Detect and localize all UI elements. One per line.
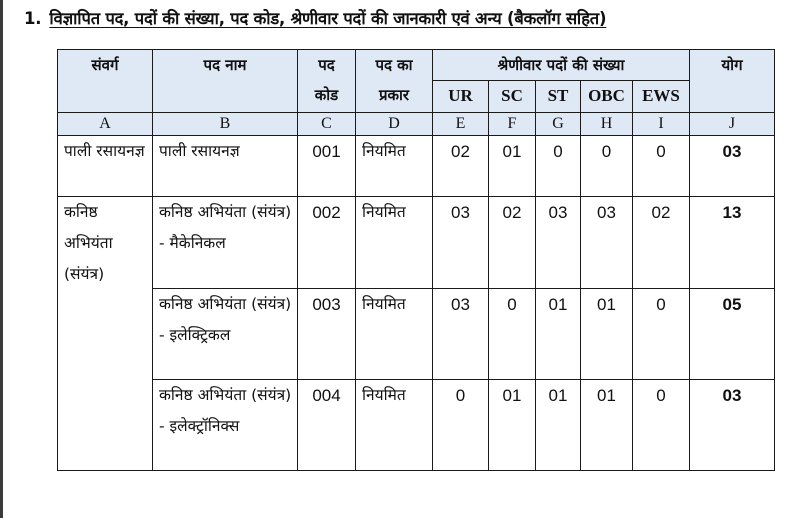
st-cell: 0 (536, 136, 581, 197)
obc-cell: 01 (581, 289, 633, 380)
header-sc: SC (489, 81, 536, 113)
ur-cell: 03 (433, 289, 489, 380)
letter-b: B (153, 113, 298, 136)
sc-cell: 01 (489, 380, 536, 471)
total-cell: 03 (690, 136, 775, 197)
table-row (58, 136, 775, 197)
column-letter-row (58, 113, 775, 136)
letter-d: D (356, 113, 433, 136)
ur-cell: 02 (433, 136, 489, 197)
table-row (58, 197, 775, 289)
header-post-name: पद नाम (153, 50, 298, 113)
letter-c: C (298, 113, 356, 136)
cadre-cell: कनिष्ठ अभियंता (संयंत्र) (58, 197, 153, 471)
letter-i: I (633, 113, 690, 136)
post-type-cell: नियमित (356, 289, 433, 380)
st-cell: 03 (536, 197, 581, 289)
st-cell: 01 (536, 380, 581, 471)
sc-cell: 02 (489, 197, 536, 289)
header-post-type-line2: प्रकार (378, 86, 410, 104)
header-post-type (356, 50, 433, 113)
section-title-text: विज्ञापित पद, पदों की संख्या, पद कोड, श्रेणीवार पदों की जानकारी एवं अन्य (बैकलॉग सहित) (49, 9, 607, 28)
obc-cell: 01 (581, 380, 633, 471)
letter-f: F (489, 113, 536, 136)
ews-cell: 0 (633, 380, 690, 471)
total-cell: 03 (690, 380, 775, 471)
table-row (58, 380, 775, 471)
header-post-code-line1: पद (318, 56, 335, 74)
post-name-cell: पाली रसायनज्ञ (153, 136, 298, 197)
post-code-cell: 002 (298, 197, 356, 289)
post-name-cell: कनिष्ठ अभियंता (संयंत्र) - इलेक्ट्रॉनिक्स (153, 380, 298, 471)
header-obc: OBC (581, 81, 633, 113)
ur-cell: 03 (433, 197, 489, 289)
ews-cell: 0 (633, 289, 690, 380)
post-name-cell: कनिष्ठ अभियंता (संयंत्र) - इलेक्ट्रिकल (153, 289, 298, 380)
table-row (58, 289, 775, 380)
header-ews: EWS (633, 81, 690, 113)
total-cell: 13 (690, 197, 775, 289)
header-post-code (298, 50, 356, 113)
post-name-cell: कनिष्ठ अभियंता (संयंत्र) - मैकेनिकल (153, 197, 298, 289)
section-number: 1. (24, 9, 42, 28)
letter-a: A (58, 113, 153, 136)
letter-e: E (433, 113, 489, 136)
header-st: ST (536, 81, 581, 113)
post-type-cell: नियमित (356, 136, 433, 197)
sc-cell: 01 (489, 136, 536, 197)
post-type-cell: नियमित (356, 197, 433, 289)
post-code-cell: 001 (298, 136, 356, 197)
post-code-cell: 003 (298, 289, 356, 380)
header-category-group: श्रेणीवार पदों की संख्या (433, 50, 690, 81)
header-post-code-line2: कोड (314, 86, 339, 104)
obc-cell: 0 (581, 136, 633, 197)
section-title (24, 6, 606, 29)
letter-h: H (581, 113, 633, 136)
cadre-cell: पाली रसायनज्ञ (58, 136, 153, 197)
header-total: योग (690, 50, 775, 113)
ews-cell: 02 (633, 197, 690, 289)
header-post-type-line1: पद का (375, 56, 413, 74)
total-cell: 05 (690, 289, 775, 380)
sc-cell: 0 (489, 289, 536, 380)
header-ur: UR (433, 81, 489, 113)
st-cell: 01 (536, 289, 581, 380)
post-code-cell: 004 (298, 380, 356, 471)
page-edge-border (0, 0, 3, 518)
ews-cell: 0 (633, 136, 690, 197)
letter-j: J (690, 113, 775, 136)
post-type-cell: नियमित (356, 380, 433, 471)
header-cadre: संवर्ग (58, 50, 153, 113)
posts-table (57, 49, 775, 471)
ur-cell: 0 (433, 380, 489, 471)
letter-g: G (536, 113, 581, 136)
obc-cell: 03 (581, 197, 633, 289)
